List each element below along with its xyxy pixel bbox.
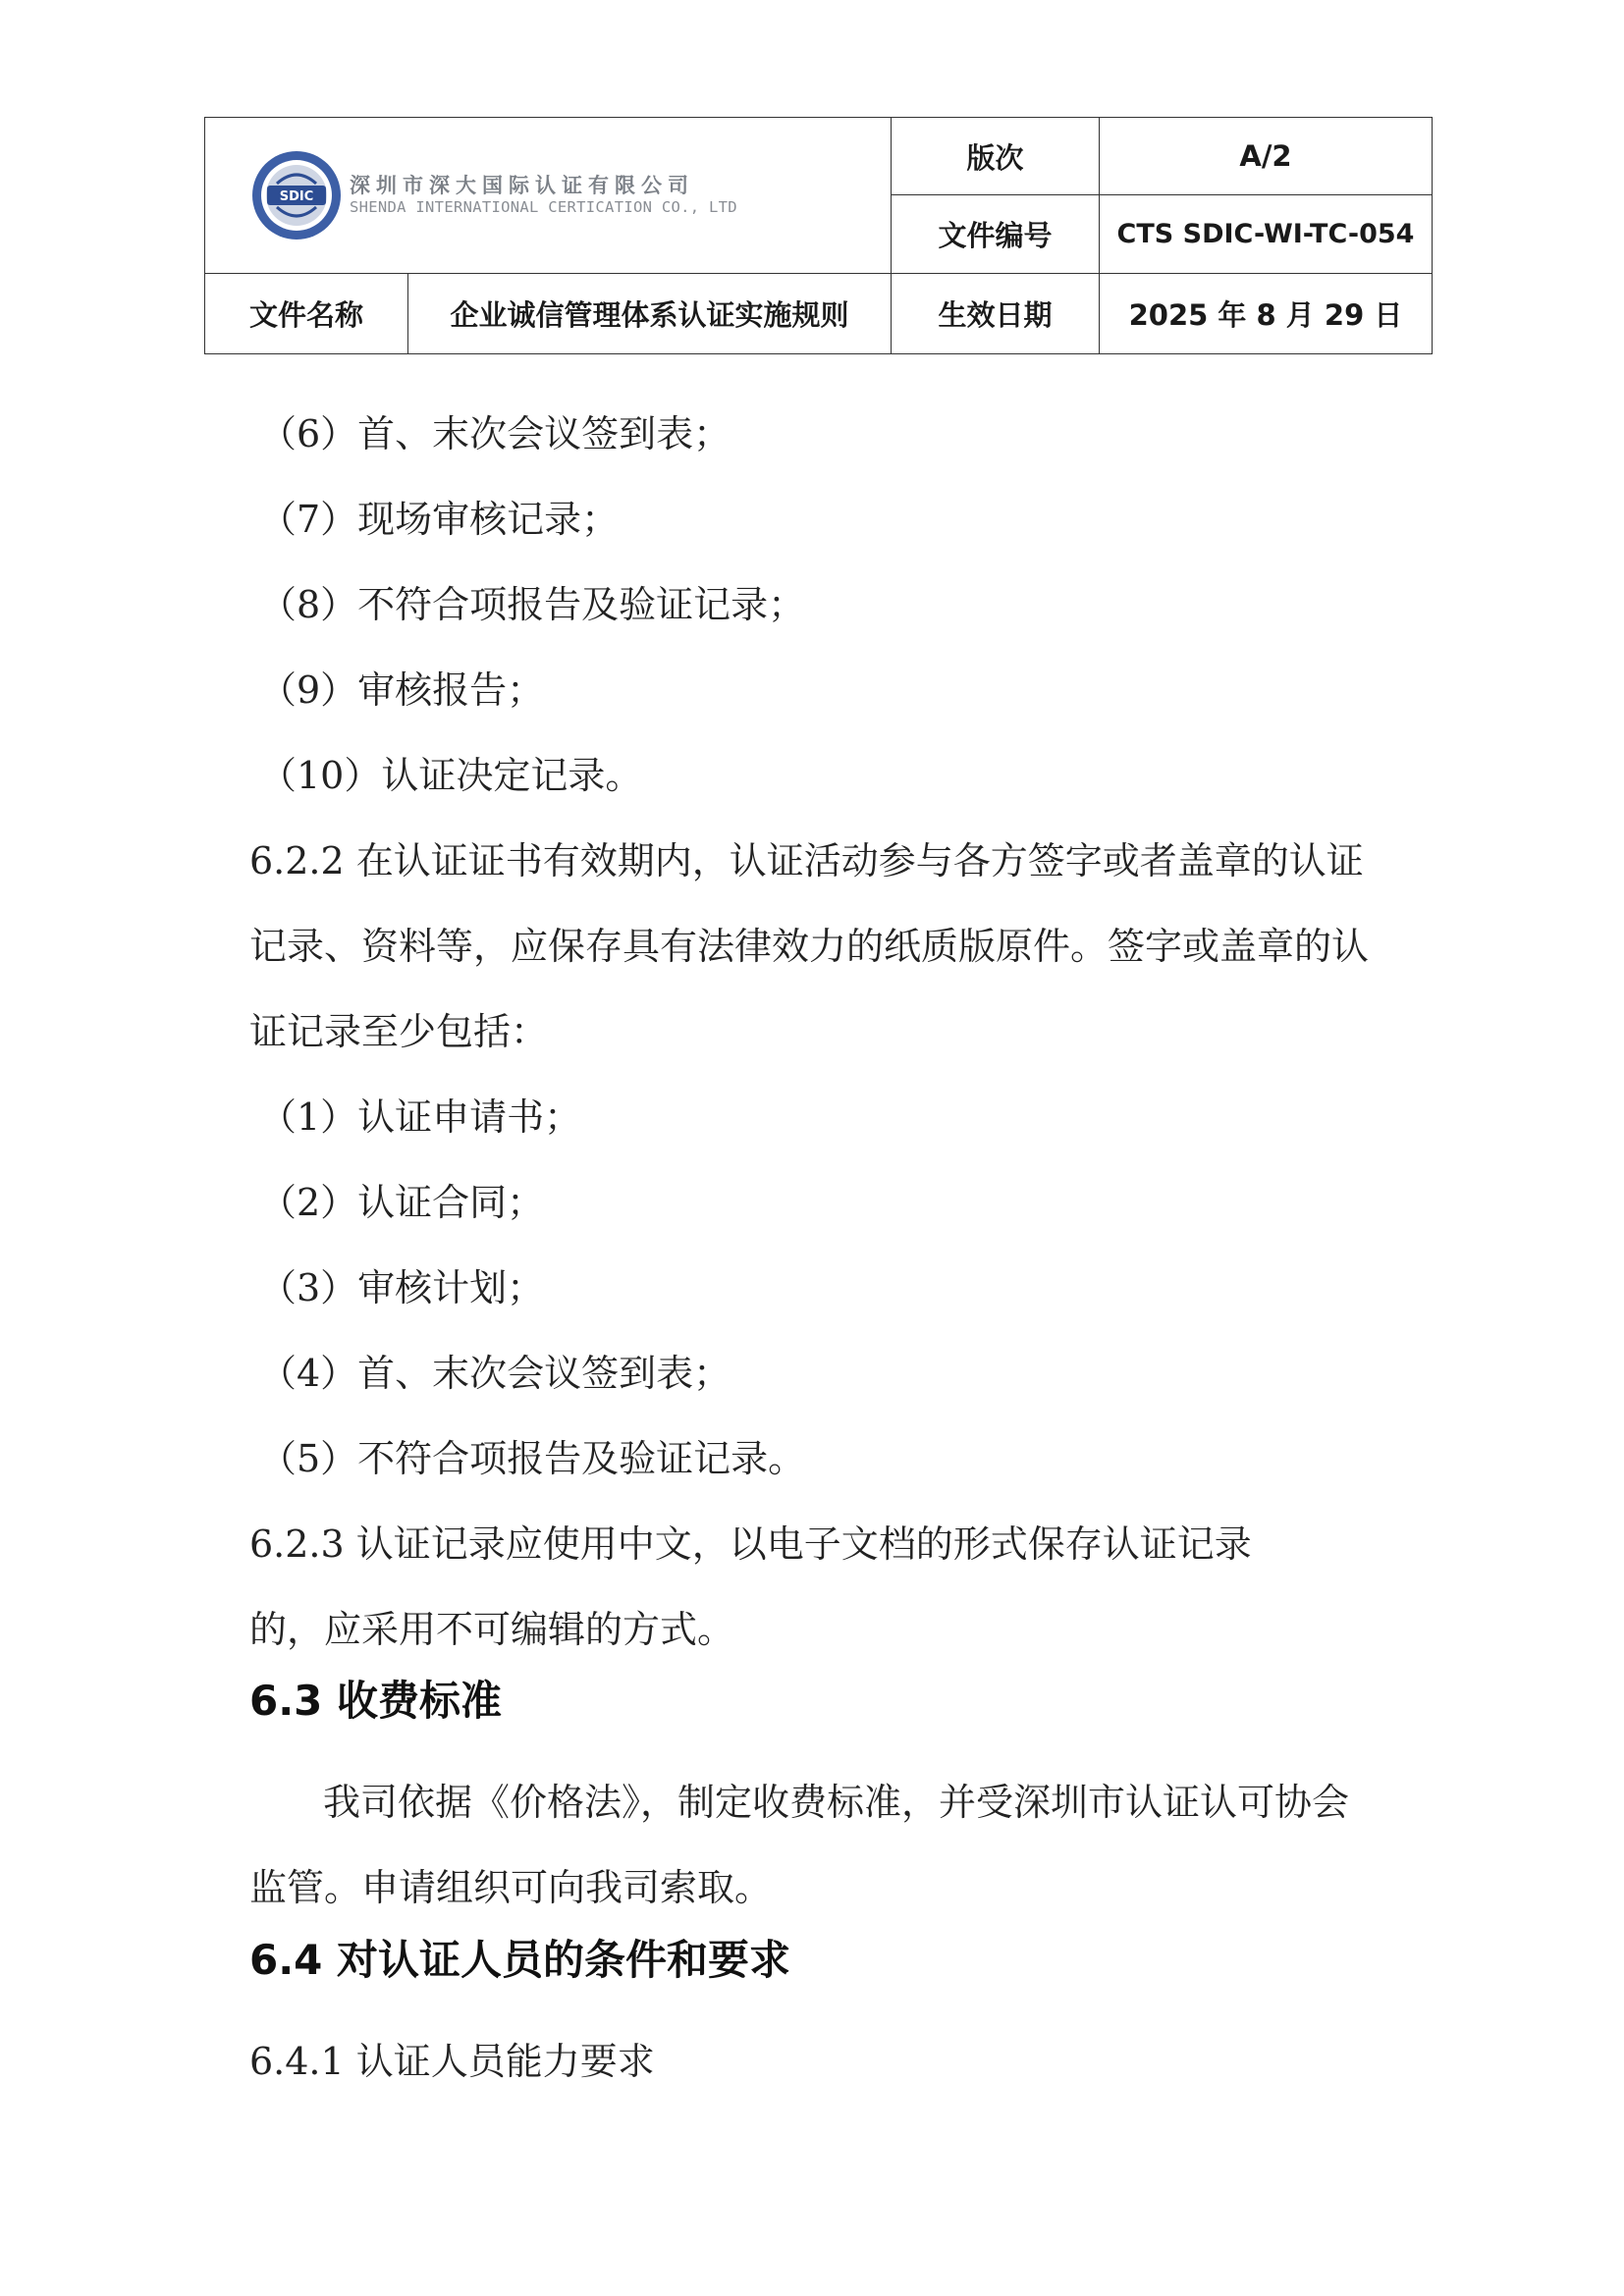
date-value: 2025 年 8 月 29 日 xyxy=(1100,274,1433,354)
list-item: （7）现场审核记录； xyxy=(259,498,620,541)
paragraph-6-2-2-line3: 证记录至少包括： xyxy=(249,1010,549,1053)
list-item: （2）认证合同； xyxy=(259,1181,545,1224)
docno-label: 文件编号 xyxy=(892,195,1100,274)
list-item: （1）认证申请书； xyxy=(259,1095,582,1139)
paragraph-6-2-2-line1: 6.2.2 在认证证书有效期内，认证活动参与各方签字或者盖章的认证 xyxy=(249,839,1364,882)
paragraph-6-2-3-line1: 6.2.3 认证记录应使用中文，以电子文档的形式保存认证记录 xyxy=(249,1522,1252,1566)
list-item: （5）不符合项报告及验证记录。 xyxy=(259,1437,806,1480)
paragraph-6-3-line2: 监管。申请组织可向我司索取。 xyxy=(249,1866,773,1909)
list-item: （8）不符合项报告及验证记录； xyxy=(259,583,806,626)
section-heading-6-4: 6.4 对认证人员的条件和要求 xyxy=(249,1936,791,1984)
paragraph-6-2-2-line2: 记录、资料等，应保存具有法律效力的纸质版原件。签字或盖章的认 xyxy=(249,925,1370,968)
company-name-cn: 深圳市深大国际认证有限公司 xyxy=(350,174,694,198)
doc-name-label: 文件名称 xyxy=(205,274,408,354)
logo-mark-text: SDIC xyxy=(279,189,314,204)
list-item: （3）审核计划； xyxy=(259,1266,545,1309)
document-header-table xyxy=(204,117,1433,354)
list-item: （9）审核报告； xyxy=(259,668,545,712)
version-label: 版次 xyxy=(892,118,1100,195)
docno-value: CTS SDIC-WI-TC-054 xyxy=(1100,195,1433,274)
section-heading-6-3: 6.3 收费标准 xyxy=(249,1677,503,1725)
paragraph-6-3-line1: 我司依据《价格法》，制定收费标准，并受深圳市认证认可协会 xyxy=(323,1781,1350,1824)
paragraph-6-4-1: 6.4.1 认证人员能力要求 xyxy=(249,2040,655,2083)
list-item: （10）认证决定记录。 xyxy=(259,754,643,797)
list-item: （6）首、末次会议签到表； xyxy=(259,412,731,455)
company-logo-cell xyxy=(205,118,892,274)
list-item: （4）首、末次会议签到表； xyxy=(259,1352,731,1395)
company-logo-icon xyxy=(249,148,344,242)
paragraph-6-2-3-line2: 的，应采用不可编辑的方式。 xyxy=(249,1608,735,1651)
date-label: 生效日期 xyxy=(892,274,1100,354)
company-name-en: SHENDA INTERNATIONAL CERTICATION CO., LTD xyxy=(350,198,737,217)
version-value: A/2 xyxy=(1100,118,1433,195)
doc-name-value: 企业诚信管理体系认证实施规则 xyxy=(408,274,892,354)
